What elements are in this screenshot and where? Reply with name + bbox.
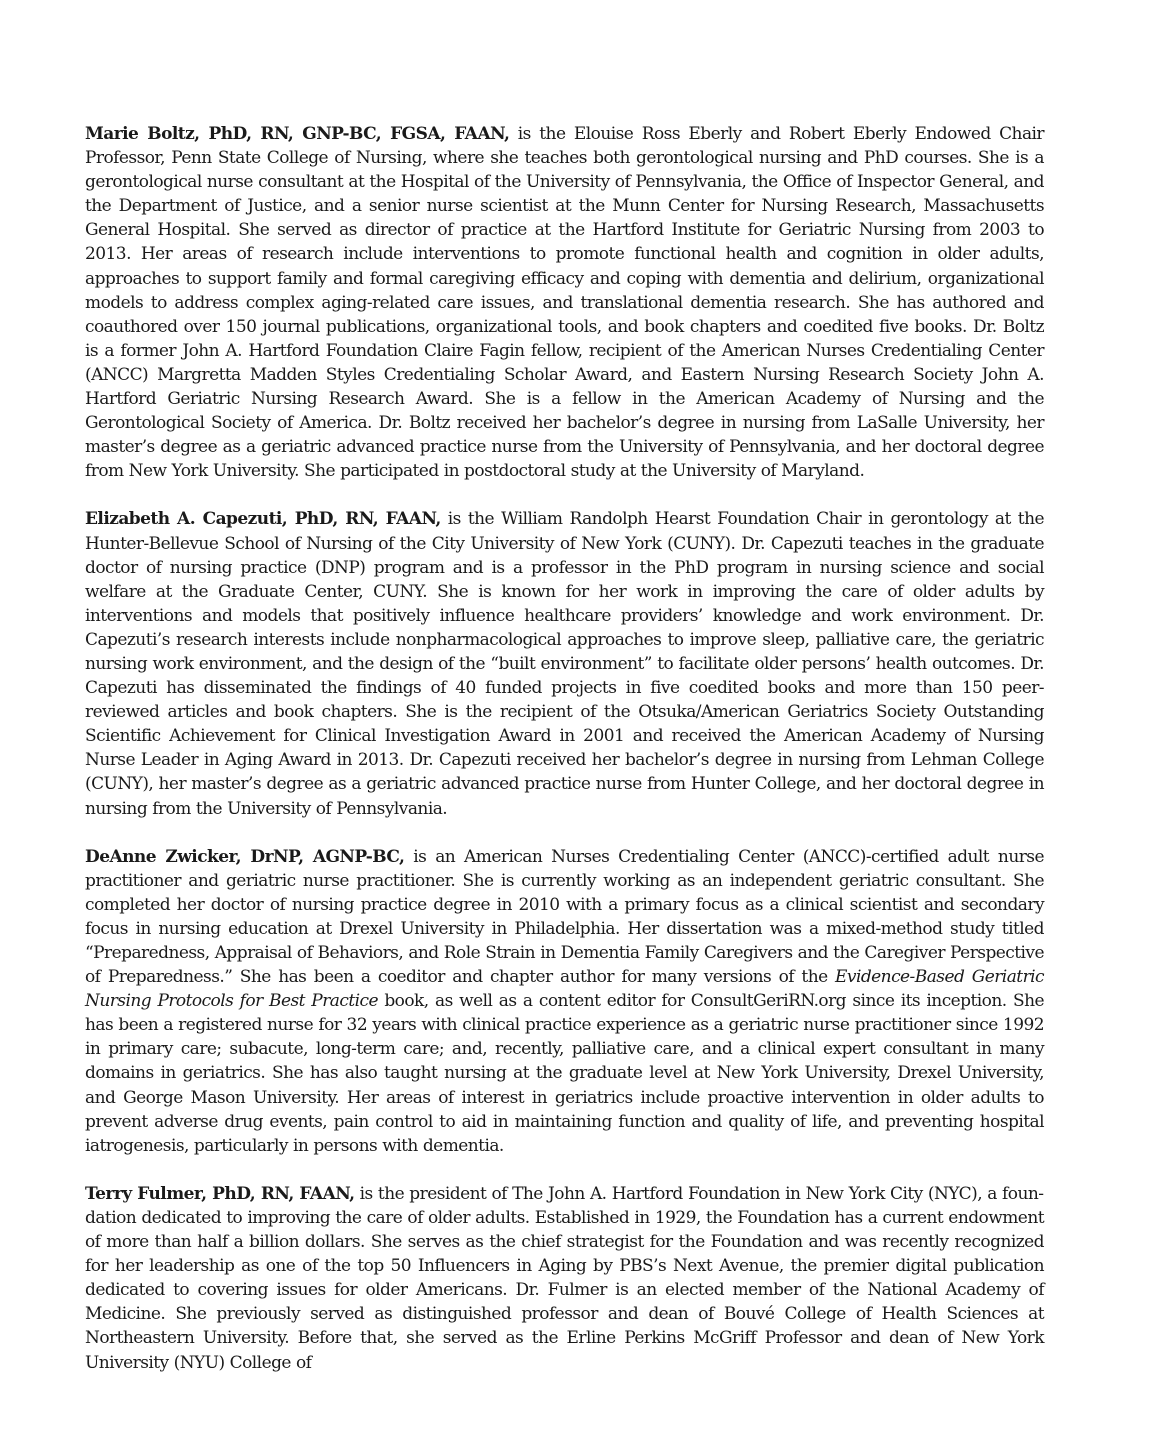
book-title: Evidence-Based Geriatric Nursing Protocols for Best Practice [85,967,1045,1012]
bio-text-fulmer: is the president of The John A. Hartford Foundation in New York City (NYC), a foundation dedicated to improving the care of older adults. Established in 1929, the Foundation has a current endowment of more than half a billion dollars. She serves as the chief strategist for the Foundation and was recently recognized for her leadership as one of the top 50 Influencers in Aging by PBS’s Next Avenue, the premier digital publication dedicated to covering issues for older Americans. Dr. Fulmer is an elected member of the National Academy of Medicine. She previously served as distinguished professor and dean of Bouvé College of Health Sciences at Northeastern University. Before that, she served as the Erline Perkins McGriff Professor and dean of New York University (NYU) College of [85,1183,1044,1373]
bio-name-capezuti: Elizabeth A. Capezuti, PhD, RN, FAAN, [85,509,441,530]
bio-text-zwicker-part1: is an American Nurses Credentialing Center (ANCC)-certified adult nurse practitioner and geriatric nurse practitioner. She is currently working as an independent geriatric consultant. She completed her doctor of nursing practice degree in 2010 with a primary focus as a clinical scientist and secondary focus in nursing education at Drexel University in Philadelphia. Her dissertation was a mixed-method study titled “Preparedness, Appraisal of Behaviors, and Role Strain in Dementia Family Caregivers and the Caregiver Perspective of Preparedness.” She has been a coeditor and chapter author for many versions of the [85,846,1044,988]
bio-paragraph-capezuti [85,507,1044,820]
bio-paragraph-fulmer [85,1182,1044,1375]
bio-name-fulmer: Terry Fulmer, PhD, RN, FAAN, [85,1183,355,1204]
bio-paragraph-zwicker [85,845,1044,1158]
bio-text-capezuti: is the William Randolph Hearst Foundation Chair in gerontology at the Hunter-Bellevue School of Nursing of the City University of New York (CUNY). Dr. Capezuti teaches in the graduate doctor of nursing practice (DNP) program and is a professor in the PhD program in nursing science and social welfare at the Graduate Center, CUNY. She is known for her work in improving the care of older adults by interventions and models that positively influence healthcare providers’ knowledge and work environment. Dr. Capezuti’s research interests include nonpharmacological approaches to improve sleep, palliative care, the geriatric nursing work environment, and the design of the “built environment” to facilitate older persons’ health outcomes. Dr. Capezuti has disseminated the findings of 40 funded projects in five coedited books and more than 150 peer-reviewed articles and book chapters. She is the recipient of the Otsuka/American Geriatrics Society Outstanding Scientific Achievement for Clinical Investigation Award in 2001 and received the American Academy of Nursing Nurse Leader in Aging Award in 2013. Dr. Capezuti received her bachelor’s degree in nursing from Lehman College (CUNY), her master’s degree as a geriatric advanced practice nurse from Hunter College, and her doctoral degree in nursing from the University of Pennsylvania. [85,509,1044,819]
page-content [85,122,1044,1375]
bio-name-zwicker: DeAnne Zwicker, DrNP, AGNP-BC, [85,846,405,867]
bio-name-boltz: Marie Boltz, PhD, RN, GNP-BC, FGSA, FAAN, [85,124,510,144]
bio-paragraph-boltz [85,122,1044,483]
bio-text-boltz: is the Elouise Ross Eberly and Robert Eberly Endowed Chair Professor, Penn State College of Nursing, where she teaches both gerontological nursing and PhD courses. She is a gerontological nurse consultant at the Hospital of the University of Pennsylvania, the Office of Inspector General, and the Department of Justice, and a senior nurse scientist at the Munn Center for Nursing Research, Massachusetts General Hospital. She served as director of practice at the Hartford Institute for Geriatric Nursing from 2003 to 2013. Her areas of research include interventions to promote functional health and cognition in older adults, approaches to support family and formal caregiving efficacy and coping with dementia and delirium, organizational models to address complex aging-related care issues, and translational dementia research. She has authored and coauthored over 150 journal publications, organizational tools, and book chapters and coedited five books. Dr. Boltz is a former John A. Hartford Foundation Claire Fagin fellow, recipient of the American Nurses Credentialing Center (ANCC) Margretta Madden Styles Credentialing Scholar Award, and Eastern Nursing Research Society John A. Hartford Geriatric Nursing Research Award. She is a fellow in the American Academy of Nursing and the Gerontological Society of America. Dr. Boltz received her bachelor’s degree in nursing from LaSalle University, her master’s degree as a geriatric advanced practice nurse from the University of Pennsylvania, and her doctoral degree from New York University. She participated in postdoctoral study at the University of Maryland. [85,124,1044,482]
bio-text-zwicker-part2: book, as well as a content editor for ConsultGeriRN.org since its inception. She has been a registered nurse for 32 years with clinical practice experience as a geriatric nurse practitioner since 1992 in primary care; subacute, long-term care; and, recently, palliative care, and a clinical expert consultant in many domains in geriatrics. She has also taught nursing at the graduate level at New York University, Drexel University, and George Mason University. Her areas of interest in geriatrics include proactive intervention in older adults to prevent adverse drug events, pain control to aid in maintaining function and quality of life, and preventing hospital iatrogenesis, particularly in persons with dementia. [85,991,1044,1156]
